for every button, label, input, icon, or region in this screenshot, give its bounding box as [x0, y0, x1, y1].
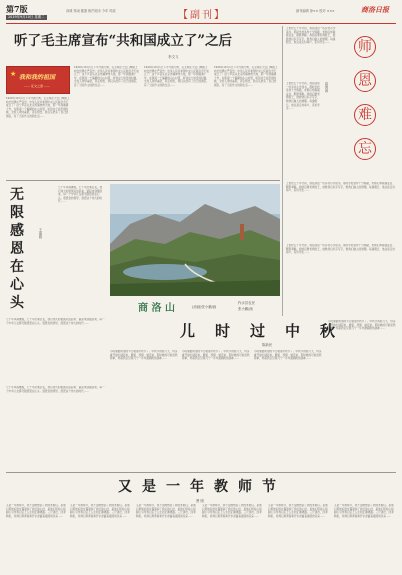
poem-body-col-2: 七十年风雨兼程，七十年沧桑巨变，我们伟大的祖国从站起来、富起来到强起来，每一个中华儿女都无限感恩在心头。感恩党的领导，感恩这个伟大的时代…… — [6, 318, 105, 325]
teacher-body-col-2: 又是一年教师节，我不由得想起了我的老师们。是他们用知识的甘露滋润了我们的心田，是他们用爱心和耐心引导我们走上人生的正确道路。三尺讲台，四季耕耘，老师们用青春和汗水浇灌着祖国的花朵…… — [70, 504, 130, 518]
autumn-title-char-3: 过 — [250, 322, 266, 340]
inset-caption: 我和我的祖国 — [19, 74, 56, 81]
autumn-body-col-3: 小时候最盼望的节日就是中秋节了。中秋节的前几天，母亲就开始忙碌起来，磨面、蒸馍、做月饼，那时候的月饼虽然简单，却是我们兄妹几个一年中最期盼的美味…… — [254, 350, 322, 361]
star-icon: ★ — [10, 70, 17, 78]
autumn-body-col-4: 小时候最盼望的节日就是中秋节了。中秋节的前几天，母亲就开始忙碌起来，磨面、蒸馍、做月饼，那时候的月饼虽然简单，却是我们兄妹几个一年中最期盼的美味…… — [328, 320, 396, 331]
side-title-char-3: 难 — [354, 104, 376, 126]
side-body-wide-1: 上世纪五十年代初，我在商县一所乡村小学读书，那时学校条件十分简陋，老师们却兢兢业业、默默奉献。我的启蒙老师姓王，他教我们识字写字，教我们做人的道理。每逢假日，他总是走村串户，家访学生…… — [286, 182, 395, 193]
poem-title-char-1: 无 — [10, 187, 24, 203]
side-body-col-1: 上世纪五十年代初，我在商县一所乡村小学读书，那时学校条件十分简陋，老师们却兢兢业业、默默奉献。我的启蒙老师姓王，他教我们识字写字，教我们做人的道理。每逢假日，他总是走村串户，家访学生…… — [286, 82, 320, 111]
poem-author: 王丽娟 — [38, 228, 42, 239]
teacher-title-char-1: 又 — [118, 479, 132, 495]
landscape-painting — [110, 184, 280, 296]
teacher-headline — [118, 476, 288, 498]
section-name-text: 副刊 — [190, 10, 214, 21]
teacher-title-char-3: 一 — [166, 479, 180, 495]
poem-top-rule — [6, 180, 280, 181]
teacher-title-char-7: 节 — [262, 479, 276, 495]
side-title-char-4: 忘 — [354, 138, 376, 160]
photo-caption: (油画)张小鹏/画 — [192, 305, 217, 309]
inset-sub: —— 征文之窗 —— — [24, 84, 50, 88]
autumn-headline — [180, 320, 340, 346]
poem-title-block — [10, 186, 34, 316]
header-rule — [6, 23, 396, 24]
poem-title-char-3: 感 — [10, 223, 24, 239]
header-links[interactable]: 读城 休闲 健康 相约周末 今年 时政 — [66, 9, 116, 13]
lead-author: 李文义 — [168, 55, 179, 59]
photo-title: 商 洛 山 — [138, 303, 175, 314]
side-body-wide-2: 上世纪五十年代初，我在商县一所乡村小学读书，那时学校条件十分简陋，老师们却兢兢业业、默默奉献。我的启蒙老师姓王，他教我们识字写字，教我们做人的道理。每逢假日，他总是走村串户，家访学生…… — [286, 244, 395, 255]
autumn-title-char-1: 儿 — [180, 322, 196, 340]
poem-title-char-5: 在 — [10, 259, 24, 275]
lead-body-col-2: 1949年10月1日下午开国大典，毛主席在天安门城楼上向全世界庄严宣告：中华人民共和国中央人民政府今天成立了！这个声音从北京传遍神州大地，那一年我刚满十岁，在陕南一个偏僻的小山村里，听到这个消息的时候，全村人欢呼雀跃，奔走相告，我们从此有了自己的国家，有了当家作主的新生活…… — [74, 66, 139, 87]
photo-caption-band — [110, 296, 280, 316]
teacher-body-col-4: 又是一年教师节，我不由得想起了我的老师们。是他们用知识的甘露滋润了我们的心田，是他们用爱心和耐心引导我们走上人生的正确道路。三尺讲台，四季耕耘，老师们用青春和汗水浇灌着祖国的花朵…… — [202, 504, 262, 518]
edition-info: 副刊编辑 徐×× 校对 ××× — [296, 9, 335, 13]
teacher-body-col-1: 又是一年教师节，我不由得想起了我的老师们。是他们用知识的甘露滋润了我们的心田，是他们用爱心和耐心引导我们走上人生的正确道路。三尺讲台，四季耕耘，老师们用青春和汗水浇灌着祖国的花朵…… — [6, 504, 66, 518]
photo-note-1: 柞水县农民 — [238, 301, 255, 305]
teacher-body-col-6: 又是一年教师节，我不由得想起了我的老师们。是他们用知识的甘露滋润了我们的心田，是他们用爱心和耐心引导我们走上人生的正确道路。三尺讲台，四季耕耘，老师们用青春和汗水浇灌着祖国的花朵…… — [334, 504, 394, 518]
lead-body-col-1: 1949年10月1日下午开国大典，毛主席在天安门城楼上向全世界庄严宣告：中华人民共和国中央人民政府今天成立了！这个声音从北京传遍神州大地，那一年我刚满十岁，在陕南一个偏僻的小山村里，听到这个消息的时候，全村人欢呼雀跃，奔走相告，我们从此有了自己的国家，有了当家作主的新生活…… — [6, 97, 70, 118]
poem-body-col-3: 七十年风雨兼程，七十年沧桑巨变，我们伟大的祖国从站起来、富起来到强起来，每一个中华儿女都无限感恩在心头。感恩党的领导，感恩这个伟大的时代…… — [6, 386, 105, 393]
teacher-author: 曹 刚 — [196, 499, 204, 503]
autumn-body-col-1: 小时候最盼望的节日就是中秋节了。中秋节的前几天，母亲就开始忙碌起来，磨面、蒸馍、做月饼，那时候的月饼虽然简单，却是我们兄妹几个一年中最期盼的美味…… — [110, 350, 178, 361]
side-title-char-2: 恩 — [354, 70, 376, 92]
side-title-char-1: 师 — [354, 36, 376, 58]
side-intro: 上世纪五十年代初，我在商县一所乡村小学读书，那时学校条件十分简陋，老师们却兢兢业业、默默奉献。我的启蒙老师姓王，他教我们识字写字，教我们做人的道理。每逢假日，他总是走村串户，家访学生…… — [286, 27, 336, 45]
poem-title-char-7: 头 — [10, 295, 24, 311]
paper-logo: 商洛日报 — [361, 5, 389, 14]
teacher-body-col-3: 又是一年教师节，我不由得想起了我的老师们。是他们用知识的甘露滋润了我们的心田，是他们用爱心和耐心引导我们走上人生的正确道路。三尺讲台，四季耕耘，老师们用青春和汗水浇灌着祖国的花朵…… — [136, 504, 196, 518]
lead-body-col-3: 1949年10月1日下午开国大典，毛主席在天安门城楼上向全世界庄严宣告：中华人民共和国中央人民政府今天成立了！这个声音从北京传遍神州大地，那一年我刚满十岁，在陕南一个偏僻的小山村里，听到这个消息的时候，全村人欢呼雀跃，奔走相告，我们从此有了自己的国家，有了当家作主的新生活…… — [144, 66, 209, 87]
teacher-body-col-5: 又是一年教师节，我不由得想起了我的老师们。是他们用知识的甘露滋润了我们的心田，是他们用爱心和耐心引导我们走上人生的正确道路。三尺讲台，四季耕耘，老师们用青春和汗水浇灌着祖国的花朵…… — [268, 504, 328, 518]
poem-title-char-6: 心 — [10, 277, 24, 293]
autumn-body-col-2: 小时候最盼望的节日就是中秋节了。中秋节的前几天，母亲就开始忙碌起来，磨面、蒸馍、做月饼，那时候的月饼虽然简单，却是我们兄妹几个一年中最期盼的美味…… — [182, 350, 250, 361]
landscape-svg — [110, 184, 280, 296]
teacher-title-char-4: 年 — [190, 479, 204, 495]
autumn-title-char-2: 时 — [215, 322, 231, 340]
page-number: 第7版 — [6, 4, 28, 14]
lead-body-col-4: 1949年10月1日下午开国大典，毛主席在天安门城楼上向全世界庄严宣告：中华人民共和国中央人民政府今天成立了！这个声音从北京传遍神州大地，那一年我刚满十岁，在陕南一个偏僻的小山村里，听到这个消息的时候，全村人欢呼雀跃，奔走相告，我们从此有了自己的国家，有了当家作主的新生活…… — [214, 66, 278, 87]
section-name: 【副刊】 — [178, 10, 226, 21]
page-header — [6, 4, 396, 22]
lead-inset-banner — [6, 66, 70, 94]
lead-headline: 听了毛主席宣布“共和国成立了”之后 — [14, 33, 233, 49]
teacher-top-rule — [6, 472, 396, 473]
autumn-title-char-5: 秋 — [320, 322, 336, 340]
side-divider — [282, 26, 283, 316]
poem-body-col-1: 七十年风雨兼程，七十年沧桑巨变，我们伟大的祖国从站起来、富起来到强起来，每一个中华儿女都无限感恩在心头。感恩党的领导，感恩这个伟大的时代…… — [58, 186, 103, 204]
side-author: 高鸿涛 — [324, 82, 328, 93]
teacher-title-char-2: 是 — [142, 479, 156, 495]
side-title-block — [340, 36, 396, 168]
date-line: 2019年9月10日 星期二 — [8, 15, 45, 19]
poem-title-char-4: 恩 — [10, 241, 24, 257]
teacher-title-char-6: 师 — [238, 479, 252, 495]
autumn-title-char-4: 中 — [285, 322, 301, 340]
autumn-author: 陈新民 — [262, 343, 273, 347]
teacher-title-char-5: 教 — [214, 479, 228, 495]
photo-note-2: 张小鹏/画 — [238, 307, 253, 311]
poem-title-char-2: 限 — [10, 205, 24, 221]
